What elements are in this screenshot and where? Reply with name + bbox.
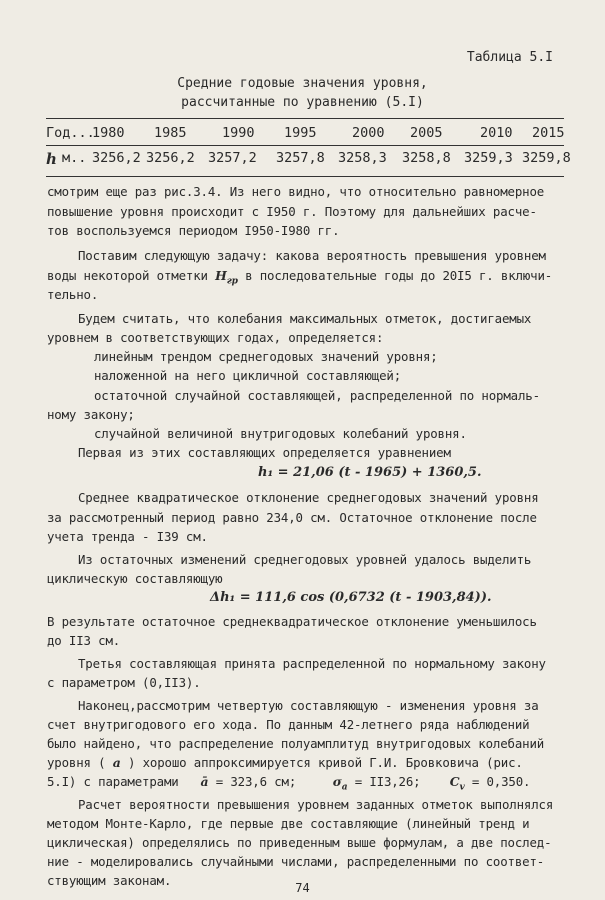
text-line-with-symbol bbox=[47, 755, 523, 770]
year-cell: 1995 bbox=[284, 125, 317, 141]
text-line: методом Монте-Карло, где первые две составляющие (линейный тренд и bbox=[47, 816, 530, 831]
text-line: счет внутригодового его хода. По данным 42-летнего ряда наблюдений bbox=[47, 717, 530, 732]
text-line: тов воспользуемся периодом I950-I980 гг. bbox=[47, 223, 340, 238]
text-line: учета тренда - I39 см. bbox=[47, 529, 208, 544]
row-label-year: Год... bbox=[46, 125, 95, 141]
symbol-a-bar: ā bbox=[200, 774, 209, 789]
text-line: повышение уровня происходит с I950 г. Поэтому для дальнейших расче- bbox=[47, 204, 537, 219]
level-cell: 3259,8 bbox=[522, 150, 571, 166]
symbol-cv: $C_v$ bbox=[449, 774, 465, 793]
text-line: Наконец,рассмотрим четвертую составляющую - изменения уровня за bbox=[78, 698, 539, 713]
text-fragment: в последовательные годы до 20I5 г. включи- bbox=[245, 268, 553, 283]
param-sigma-value: = II3,26; bbox=[354, 774, 421, 789]
level-cell: 3258,3 bbox=[338, 150, 387, 166]
year-cell: 2000 bbox=[352, 125, 385, 141]
year-cell: 1990 bbox=[222, 125, 255, 141]
text-line: Поставим следующую задачу: какова вероятность превышения уровнем bbox=[78, 248, 546, 263]
year-cell: 1985 bbox=[154, 125, 187, 141]
list-item: линейным трендом среднегодовых значений уровня; bbox=[94, 349, 438, 364]
param-cv-value: = 0,350. bbox=[471, 774, 531, 789]
formula-trend: h₁ = 21,06 (t - 1965) + 1360,5. bbox=[258, 465, 482, 480]
text-line: Расчет вероятности превышения уровнем заданных отметок выполнялся bbox=[78, 797, 554, 812]
text-line: циклическую составляющую bbox=[47, 571, 223, 586]
table-top-rule bbox=[46, 118, 564, 119]
text-line: Третья составляющая принята распределенной по нормальному закону bbox=[78, 656, 546, 671]
year-cell: 2010 bbox=[480, 125, 513, 141]
title-line-2: рассчитанные по уравнению (5.I) bbox=[181, 95, 424, 110]
symbol-hgr: $H_{гр}$ bbox=[215, 268, 238, 287]
year-cell: 2015 bbox=[532, 125, 565, 141]
text-line: с параметром (0,II3). bbox=[47, 675, 201, 690]
text-line: до II3 см. bbox=[47, 633, 121, 648]
year-cell: 2005 bbox=[410, 125, 443, 141]
table-title bbox=[0, 74, 605, 112]
text-line: за рассмотренный период равно 234,0 см. Остаточное отклонение после bbox=[47, 510, 537, 525]
text-line: было найдено, что распределение полуамплитуд внутригодовых колебаний bbox=[47, 736, 545, 751]
text-line: ние - моделировались случайными числами, распределенными по соответ- bbox=[47, 854, 545, 869]
page-number: 74 bbox=[295, 881, 310, 895]
text-fragment: ) хорошо аппроксимируется кривой Г.И. Бровковича (рис. bbox=[128, 755, 523, 770]
level-cell: 3259,3 bbox=[464, 150, 513, 166]
year-cell: 1980 bbox=[92, 125, 125, 141]
formula-cyclic: Δh₁ = 111,6 cos (0,6732 (t - 1903,84)). bbox=[210, 590, 492, 605]
list-item: случайной величиной внутригодовых колебаний уровня. bbox=[94, 426, 467, 441]
text-line: В результате остаточное среднеквадратическое отклонение уменьшилось bbox=[47, 614, 537, 629]
text-line: Среднее квадратическое отклонение среднегодовых значений уровня bbox=[78, 490, 539, 505]
table-label: Таблица 5.I bbox=[466, 50, 553, 65]
list-item: наложенной на него цикличной составляющей; bbox=[94, 368, 402, 383]
text-line-with-symbol bbox=[47, 268, 552, 286]
text-fragment: 5.I) с параметрами bbox=[47, 774, 179, 789]
text-fragment: уровня ( bbox=[47, 755, 106, 770]
text-line: смотрим еще раз рис.3.4. Из него видно, что относительно равномерное bbox=[47, 184, 545, 199]
text-line: Будем считать, что колебания максимальных отметок, достигаемых bbox=[78, 311, 532, 326]
level-cell: 3256,2 bbox=[146, 150, 195, 166]
text-line-params bbox=[47, 774, 530, 792]
text-fragment: воды некоторой отметки bbox=[47, 268, 208, 283]
level-cell: 3258,8 bbox=[402, 150, 451, 166]
text-line: тельно. bbox=[47, 287, 99, 302]
level-unit: м.. bbox=[62, 150, 87, 166]
text-line: ствующим законам. bbox=[47, 873, 172, 888]
level-cell: 3256,2 bbox=[92, 150, 141, 166]
text-line: уровнем в соответствующих годах, определяется: bbox=[47, 330, 384, 345]
text-line: циклическая) определялись по приведенным выше формулам, а две послед- bbox=[47, 835, 552, 850]
title-line-1: Средние годовые значения уровня, bbox=[177, 76, 428, 91]
text-line: ному закону; bbox=[47, 407, 135, 422]
text-line: Первая из этих составляющих определяется уравнением bbox=[78, 445, 451, 460]
level-symbol: h bbox=[46, 150, 57, 168]
symbol-sigma: $\sigma_a$ bbox=[332, 774, 348, 793]
text-line: Из остаточных изменений среднегодовых уровней удалось выделить bbox=[78, 552, 532, 567]
table-mid-rule bbox=[46, 145, 564, 146]
level-cell: 3257,8 bbox=[276, 150, 325, 166]
table-bottom-rule bbox=[46, 176, 564, 177]
list-item: остаточной случайной составляющей, распределенной по нормаль- bbox=[94, 388, 540, 403]
param-a-value: = 323,6 см; bbox=[215, 774, 297, 789]
level-cell: 3257,2 bbox=[208, 150, 257, 166]
symbol-a: a bbox=[112, 755, 121, 770]
